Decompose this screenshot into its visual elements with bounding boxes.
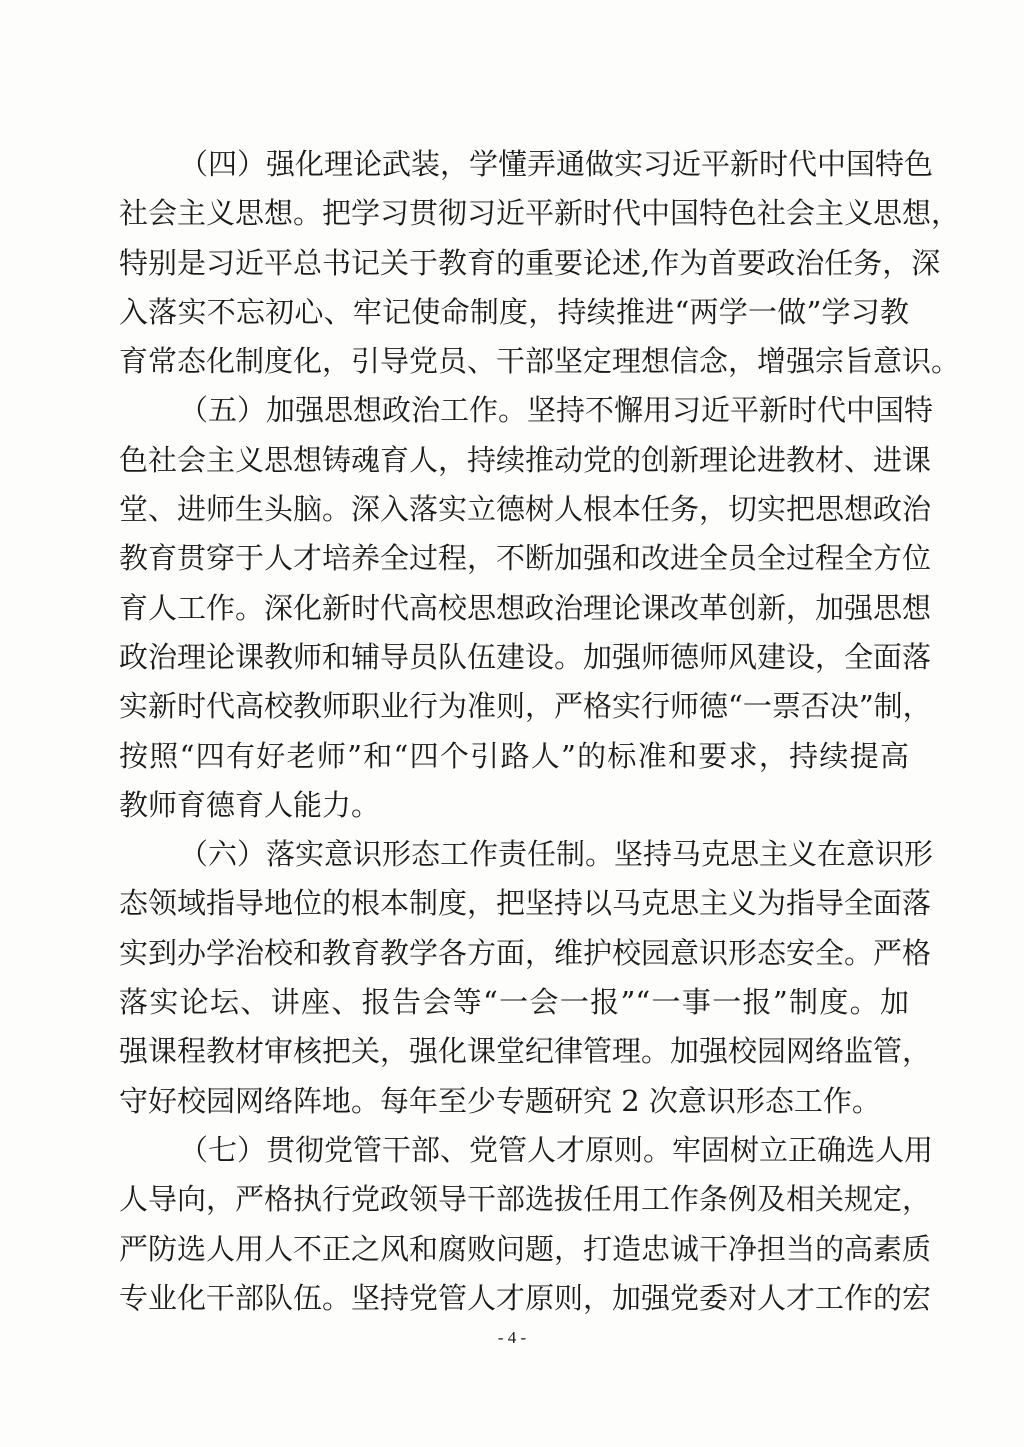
paragraph-line: 落实论坛、讲座、报告会等“一会一报”“一事一报”制度。加 xyxy=(119,985,909,1020)
paragraph-line: 育常态化制度化，引导党员、干部坚定理想信念，增强宗旨意识。 xyxy=(119,344,961,379)
paragraph-6 xyxy=(119,830,934,1126)
paragraph-line: 实新时代高校教师职业行为准则，严格实行师德“一票否决”制， xyxy=(119,689,932,724)
page-number: - 4 - xyxy=(497,1328,527,1347)
paragraph-line: 堂、进师生头脑。深入落实立德树人根本任务，切实把思想政治 xyxy=(119,492,932,527)
paragraph-line: 教师育德育人能力。 xyxy=(119,787,381,822)
paragraph-line: 守好校园网络阵地。每年至少专题研究 2 次意识形态工作。 xyxy=(119,1083,881,1118)
paragraph-line: 实到办学治校和教育教学各方面，维护校园意识形态安全。严格 xyxy=(119,935,932,970)
paragraph-line: 教育贯穿于人才培养全过程，不断加强和改进全员全过程全方位 xyxy=(119,541,932,576)
paragraph-line: （六）落实意识形态工作责任制。坚持马克思主义在意识形 xyxy=(179,837,934,872)
paragraph-line: 专业化干部队伍。坚持党管人才原则，加强党委对人才工作的宏 xyxy=(119,1280,932,1315)
paragraph-5 xyxy=(119,386,934,830)
paragraph-4 xyxy=(119,140,961,386)
paragraph-line: （七）贯彻党管干部、党管人才原则。牢固树立正确选人用 xyxy=(179,1132,934,1167)
paragraph-line: （五）加强思想政治工作。坚持不懈用习近平新时代中国特 xyxy=(179,393,934,428)
paragraph-line: 态领域指导地位的根本制度，把坚持以马克思主义为指导全面落 xyxy=(119,886,932,921)
paragraph-line: 特别是习近平总书记关于教育的重要论述,作为首要政治任务，深 xyxy=(119,245,941,280)
paragraph-line: （四）强化理论武装，学懂弄通做实习近平新时代中国特色 xyxy=(179,147,934,181)
paragraph-line: 社会主义思想。把学习贯彻习近平新时代中国特色社会主义思想， xyxy=(119,196,961,231)
paragraph-line: 育人工作。深化新时代高校思想政治理论课改革创新，加强思想 xyxy=(119,590,932,625)
paragraph-line: 入落实不忘初心、牢记使命制度，持续推进“两学一做”学习教 xyxy=(119,294,909,329)
paragraph-line: 按照“四有好老师”和“四个引路人”的标准和要求，持续提高 xyxy=(119,738,909,773)
paragraph-line: 强课程教材审核把关，强化课堂纪律管理。加强校园网络监管， xyxy=(119,1034,932,1069)
paragraph-line: 严防选人用人不正之风和腐败问题，打造忠诚干净担当的高素质 xyxy=(119,1231,932,1266)
paragraph-line: 政治理论课教师和辅导员队伍建设。加强师德师风建设，全面落 xyxy=(119,639,932,674)
paragraph-line: 色社会主义思想铸魂育人，持续推动党的创新理论进教材、进课 xyxy=(119,442,932,477)
paragraph-line: 人导向，严格执行党政领导干部选拔任用工作条例及相关规定， xyxy=(119,1182,932,1217)
document-body xyxy=(119,140,961,1323)
paragraph-7 xyxy=(119,1126,934,1323)
